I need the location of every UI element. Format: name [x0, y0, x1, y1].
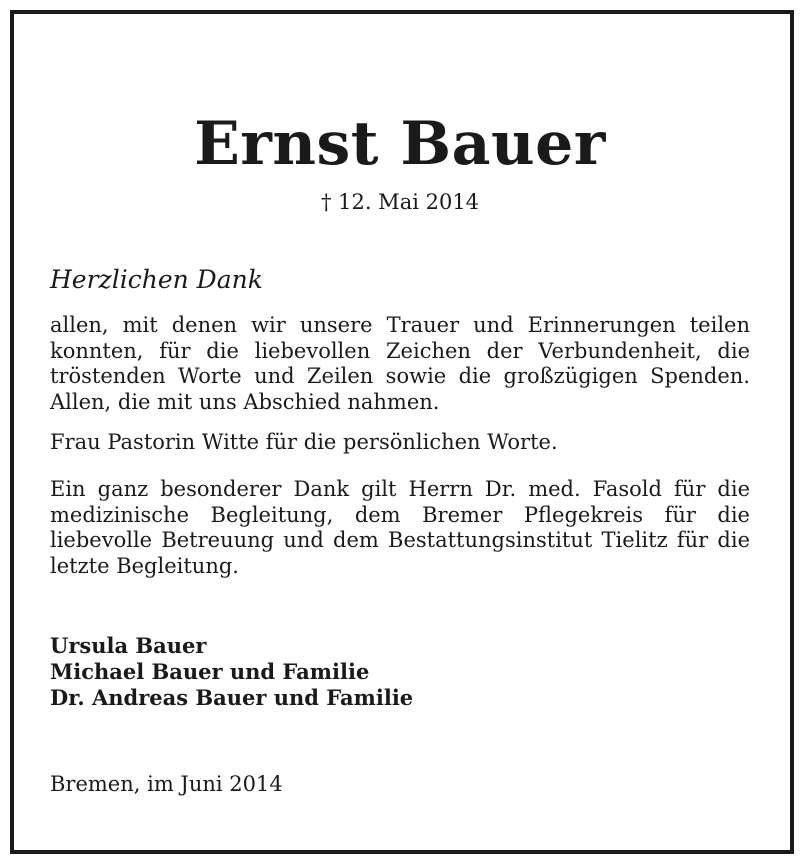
thanks-paragraph-3: Ein ganz besonderer Dank gilt Herrn Dr. med. Fasold für die medizinische Begleitung, dem Bremer Pflegekreis für die liebevolle Betreuung und dem Bestattungsinstitut Tielitz für die letzte Begleitung.: [50, 477, 750, 578]
deceased-name: Ernst Bauer: [194, 109, 606, 179]
signature-andreas: Dr. Andreas Bauer und Familie: [50, 685, 414, 710]
signature-michael: Michael Bauer und Familie: [50, 659, 370, 684]
thanks-heading: Herzlichen Dank: [50, 265, 263, 294]
signature-list: [50, 633, 413, 711]
thanks-paragraph-2: Frau Pastorin Witte für die persönlichen Worte.: [50, 430, 558, 454]
signature-ursula: Ursula Bauer: [50, 633, 207, 658]
place-and-date: Bremen, im Juni 2014: [50, 772, 283, 796]
thanks-paragraph-1: allen, mit denen wir unsere Trauer und Erinnerungen teilen konnten, für die liebevollen Zeichen der Verbundenheit, die tröstenden Worte und Zeilen sowie die großzügigen Spenden. Allen, die mit uns Abschied nahmen.: [50, 313, 750, 414]
death-date: † 12. Mai 2014: [320, 190, 480, 214]
